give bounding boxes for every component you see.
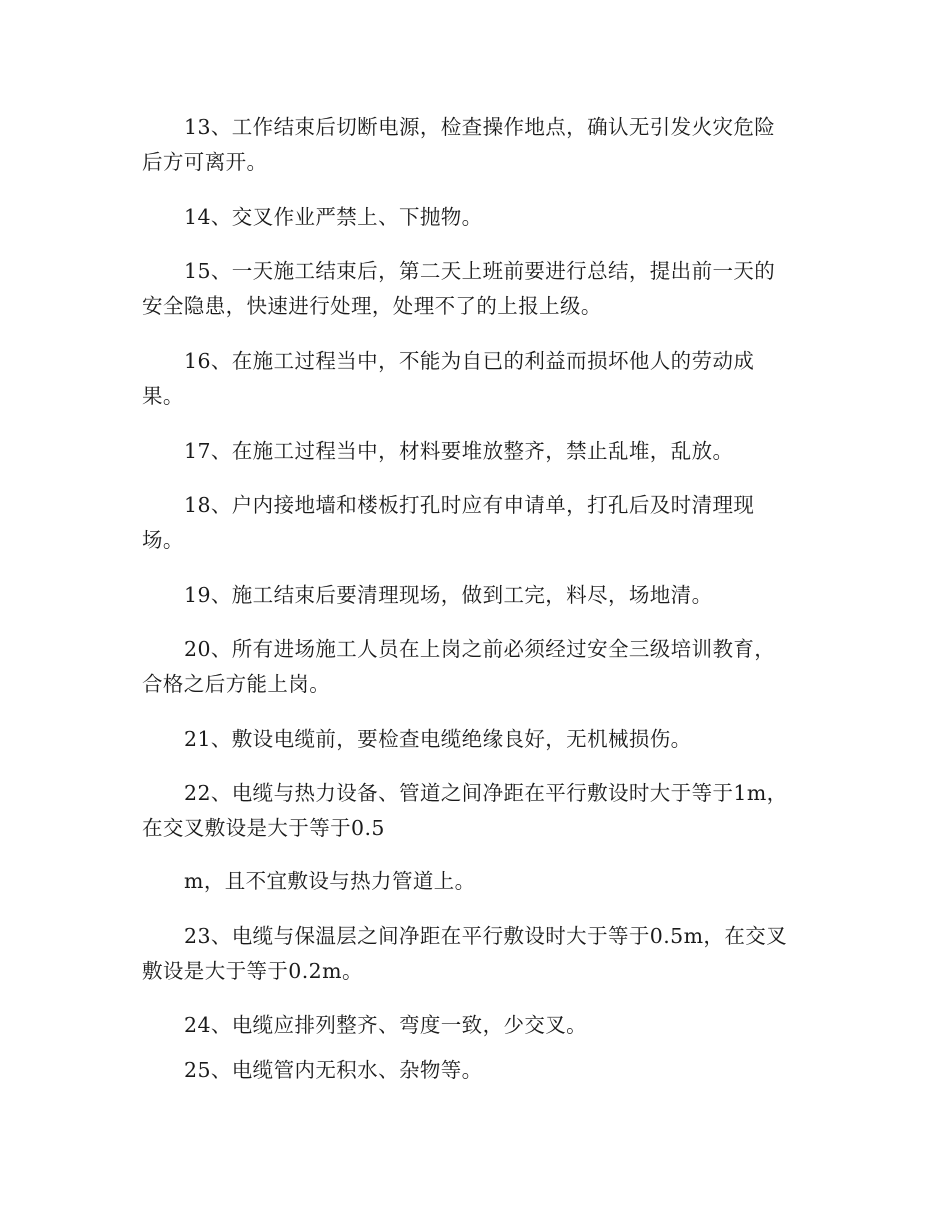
paragraph-23-line-2: 敷设是大于等于0.2m。 [142,959,363,983]
paragraph-25-line-1: 25、电缆管内无积水、杂物等。 [184,1058,483,1082]
paragraph-20-line-2: 合格之后方能上岗。 [142,672,331,696]
paragraph-22-continuation: m，且不宜敷设与热力管道上。 [184,869,476,893]
paragraph-16-line-1: 16、在施工过程当中，不能为自已的利益而损坏他人的劳动成 [184,349,755,373]
paragraph-22-line-2: 在交叉敷设是大于等于0.5 [142,816,385,840]
paragraph-13-line-2: 后方可离开。 [142,150,268,174]
paragraph-14-line-1: 14、交叉作业严禁上、下抛物。 [184,205,483,229]
paragraph-19-line-1: 19、施工结束后要清理现场，做到工完，料尽，场地清。 [184,583,713,607]
paragraph-23-line-1: 23、电缆与保温层之间净距在平行敷设时大于等于0.5m，在交叉 [184,924,788,948]
paragraph-15-line-2: 安全隐患，快速进行处理，处理不了的上报上级。 [142,294,602,318]
paragraph-18-line-1: 18、户内接地墙和楼板打孔时应有申请单，打孔后及时清理现 [184,493,755,517]
paragraph-24-line-1: 24、电缆应排列整齐、弯度一致，少交叉。 [184,1013,588,1037]
paragraph-13-line-1: 13、工作结束后切断电源，检查操作地点，确认无引发火灾危险 [184,115,776,139]
paragraph-16-line-2: 果。 [142,384,184,408]
paragraph-17-line-1: 17、在施工过程当中，材料要堆放整齐，禁止乱堆，乱放。 [184,439,734,463]
paragraph-18-line-2: 场。 [142,528,184,552]
paragraph-21-line-1: 21、敷设电缆前，要检查电缆绝缘良好，无机械损伤。 [184,727,692,751]
paragraph-22-line-1: 22、电缆与热力设备、管道之间净距在平行敷设时大于等于1m， [184,781,788,805]
paragraph-20-line-1: 20、所有进场施工人员在上岗之前必须经过安全三级培训教育， [184,637,776,661]
paragraph-15-line-1: 15、一天施工结束后，第二天上班前要进行总结，提出前一天的 [184,259,776,283]
